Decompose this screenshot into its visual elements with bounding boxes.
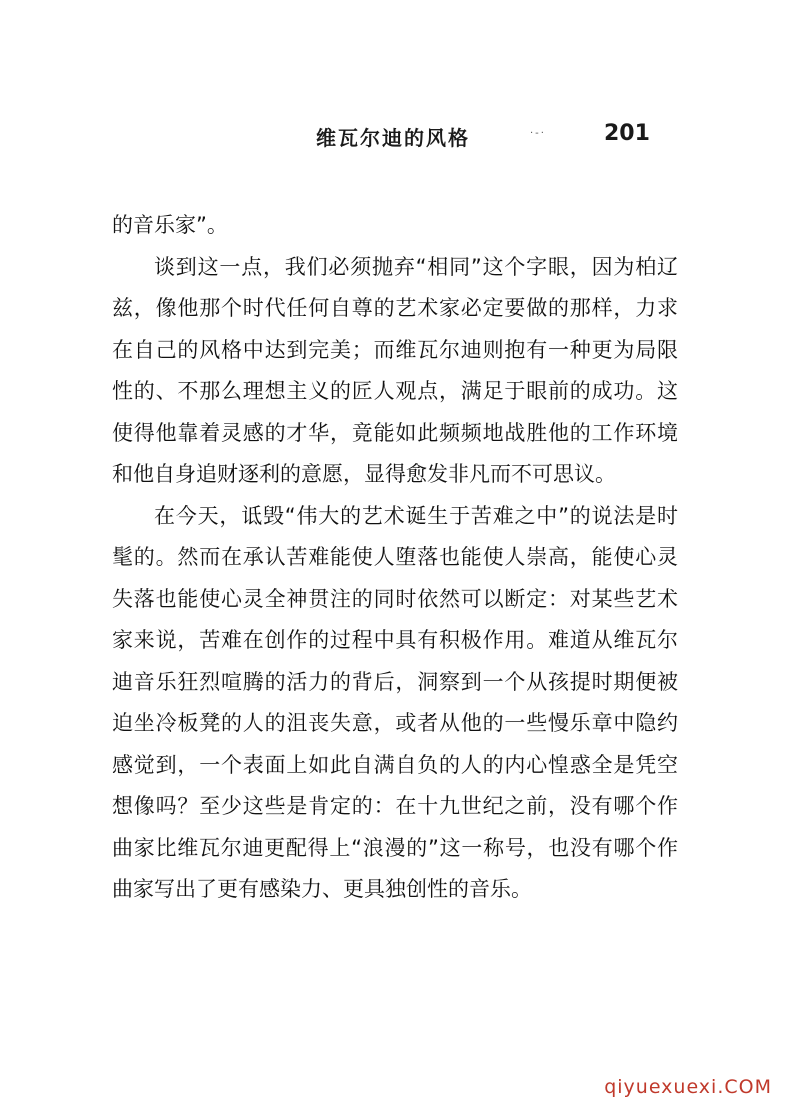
- running-title: 维瓦尔迪的风格: [316, 126, 470, 150]
- page-number: 201: [604, 121, 650, 146]
- header-ornament: ·-·: [530, 128, 546, 139]
- watermark: qiyuexuexi.COM: [604, 1076, 772, 1098]
- paragraph-continuation: 的音乐家”。: [112, 213, 228, 237]
- running-header: [0, 118, 794, 152]
- paragraph: 在今天，诋毁“伟大的艺术诞生于苦难之中”的说法是时髦的。然而在承认苦难能使人堕落也能使人崇高，能使心灵失落也能使心灵全神贯注的同时依然可以断定：对某些艺术家来说，苦难在创作的过程中具有积极作用。难道从维瓦尔迪音乐狂烈喧腾的活力的背后，洞察到一个从孩提时期便被迫坐冷板凳的人的沮丧失意，或者从他的一些慢乐章中隐约感觉到，一个表面上如此自满自负的人的内心惶惑全是凭空想像吗？至少这些是肯定的：在十九世纪之前，没有哪个作曲家比维瓦尔迪更配得上“浪漫的”这一称号，也没有哪个作曲家写出了更有感染力、更具独创性的音乐。: [112, 503, 678, 901]
- paragraph: 谈到这一点，我们必须抛弃“相同”这个字眼，因为柏辽兹，像他那个时代任何自尊的艺术家必定要做的那样，力求在自己的风格中达到完美；而维瓦尔迪则抱有一种更为局限性的、不那么理想主义的匠人观点，满足于眼前的成功。这使得他靠着灵感的才华，竟能如此频频地战胜他的工作环境和他自身追财逐利的意愿，显得愈发非凡而不可思议。: [112, 254, 678, 486]
- body-text: [112, 205, 678, 911]
